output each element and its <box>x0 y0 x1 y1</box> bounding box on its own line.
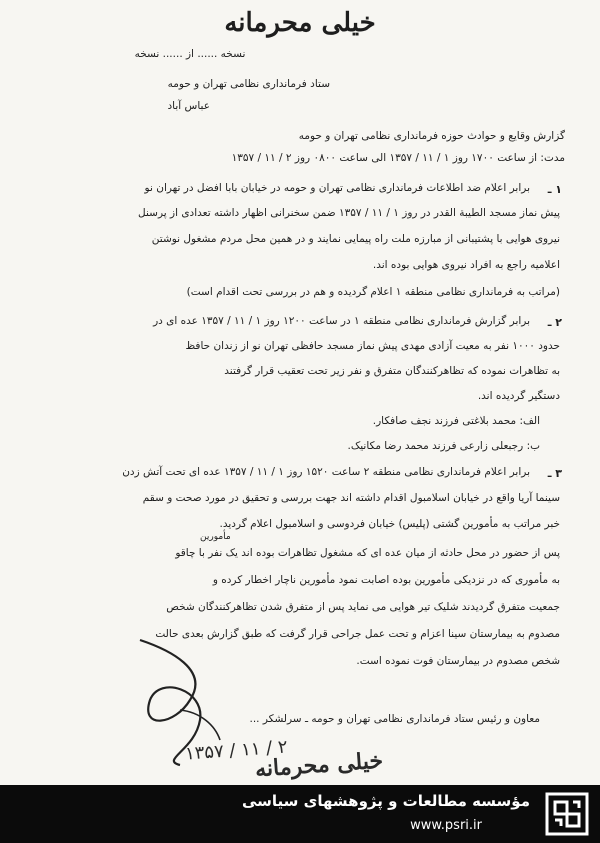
item-line: برابر اعلام فرمانداری نظامی منطقه ۲ ساعت ۱۵۲۰ روز ۱ / ۱۱ / ۱۳۵۷ عده ای تحت آتش زدن <box>122 466 530 478</box>
org-line: ستاد فرمانداری نظامی تهران و حومه <box>167 78 330 90</box>
item-line: سینما آریا واقع در خیابان اسلامبول اقدام داشته اند جهت بررسی و تحقیق در مورد صحت و سقم <box>142 492 560 504</box>
handwritten-note: مأمورین <box>200 532 231 542</box>
subject-line: گزارش وقایع و حوادث حوزه فرمانداری نظامی تهران و حومه <box>298 130 565 142</box>
item-line: حدود ۱۰۰۰ نفر به معیت آزادی مهدی پیش نماز مسجد حافظی تهران نو از زندان حافظ <box>185 340 560 352</box>
item-line: اعلامیه راجع به افراد نیروی هوایی بوده اند. <box>372 259 560 271</box>
item-line: پس از حضور در محل حادثه از میان عده ای که مشغول تظاهرات بوده اند یک نفر با چاقو <box>175 547 560 559</box>
item-number: ۲ ـ <box>547 316 562 329</box>
document-title: خیلی محرمانه <box>224 8 376 38</box>
handwritten-date: ۱۳۵۷ / ۱۱ / ۲ <box>184 736 289 765</box>
classification-stamp: خیلی محرمانه <box>254 747 384 783</box>
item-line: پیش نماز مسجد الطیبة القدر در روز ۱ / ۱۱ / ۱۳۵۷ ضمن سخنرانی اظهار داشته تعدادی از پرسنل <box>138 207 560 219</box>
item-line: خبر مراتب به مأمورین گشتی (پلیس) خیابان فردوسی و اسلامبول اعلام گردید. <box>219 518 560 530</box>
item-line: دستگیر گردیده اند. <box>477 390 560 402</box>
item-line: به مأموری که در نزدیکی مأمورین بوده اصابت نمود مأمورین ناچار اخطار کرده و <box>212 574 560 586</box>
item-line: نیروی هوایی با پشتیبانی از مبارزه ملت راه پیمایی نمایند و در همین محل مردم مشغول نوشتن <box>151 233 560 245</box>
dept-line: عباس آباد <box>167 100 210 112</box>
signature-line: معاون و رئیس ستاد فرمانداری نظامی تهران و حومه ـ سرلشکر ... <box>249 713 540 725</box>
item-sub: ب: رجبعلی زارعی فرزند محمد رضا مکانیک. <box>347 440 540 452</box>
item-line: جمعیت متفرق گردیدند شلیک تیر هوایی می نماید پس از متفرق شدن تظاهرکنندگان شخص <box>166 601 560 613</box>
item-number: ۳ ـ <box>547 467 562 480</box>
item-line: مصدوم به بیمارستان سینا اعزام و تحت عمل جراحی قرار گرفت که طبق گزارش بعدی حالت <box>155 628 560 640</box>
period-line: مدت: از ساعت ۱۷۰۰ روز ۱ / ۱۱ / ۱۳۵۷ الی ساعت ۰۸۰۰ روز ۲ / ۱۱ / ۱۳۵۷ <box>231 152 565 164</box>
item-number: ۱ ـ <box>547 183 562 196</box>
institute-name: مؤسسه مطالعات و پژوهشهای سیاسی <box>241 792 530 810</box>
copy-line: نسخه ...... از ...... نسخه <box>134 48 246 60</box>
item-note: (مراتب به فرمانداری نظامی منطقه ۱ اعلام گردیده و هم در بررسی تحت اقدام است) <box>186 286 560 298</box>
item-line: برابر اعلام ضد اطلاعات فرمانداری نظامی تهران و حومه در خیابان بابا افضل در تهران نو <box>144 182 530 194</box>
item-sub: الف: محمد بلاغتی فرزند نجف صافکار. <box>372 415 540 427</box>
item-line: به تظاهرات نموده که تظاهرکنندگان متفرق و نفر زیر تحت تعقیب قرار گرفتند <box>224 365 560 377</box>
institute-logo-icon <box>543 790 591 838</box>
item-line: شخص مصدوم در بیمارستان فوت نموده است. <box>356 655 560 667</box>
item-line: برابر گزارش فرمانداری نظامی منطقه ۱ در ساعت ۱۲۰۰ روز ۱ / ۱۱ / ۱۳۵۷ عده ای در <box>153 315 530 327</box>
institute-url[interactable]: www.psri.ir <box>410 818 482 833</box>
